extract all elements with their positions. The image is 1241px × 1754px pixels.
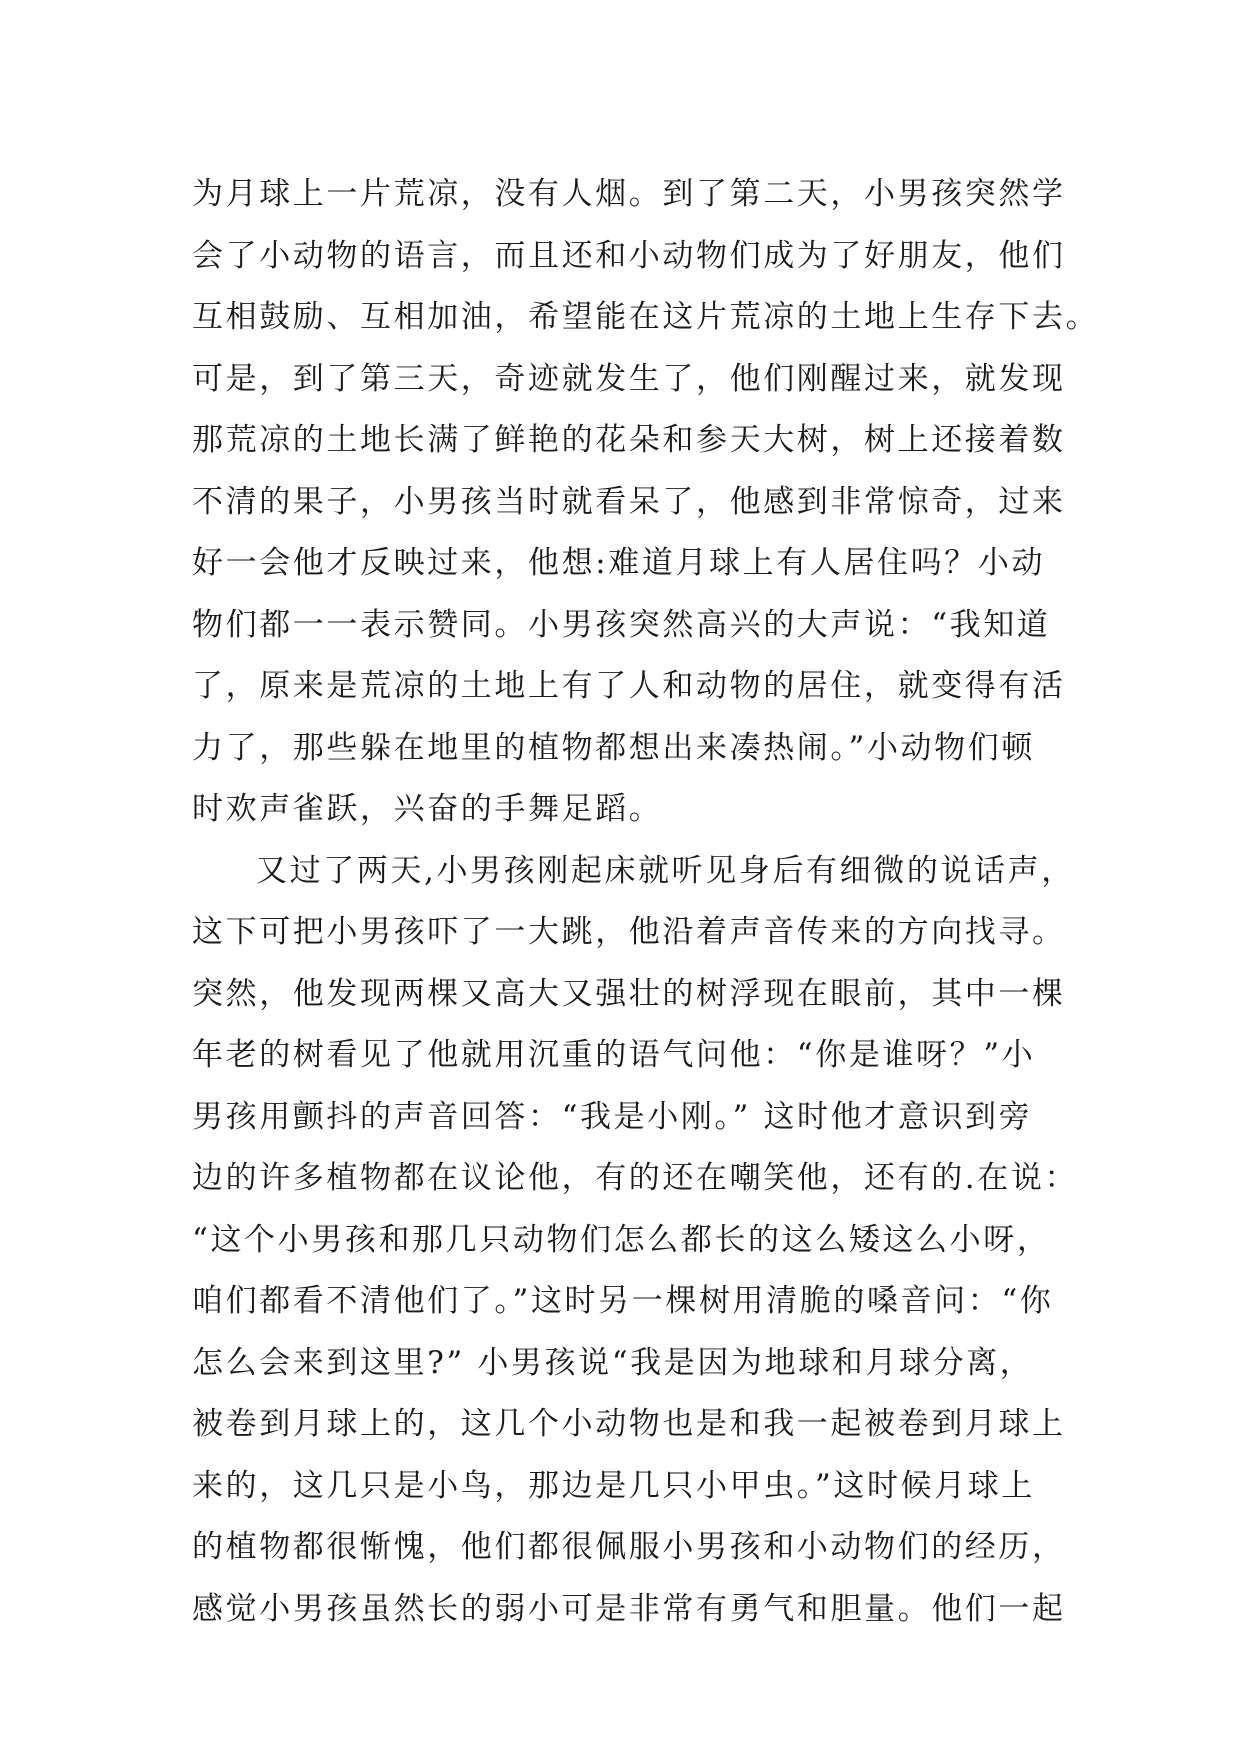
text-line: 互相鼓励、互相加油，希望能在这片荒凉的土地上生存下去。 [192, 299, 1100, 335]
text-line: 为月球上一片荒凉，没有人烟。到了第二天，小男孩突然学 [192, 176, 1066, 212]
text-line: 好一会他才反映过来，他想:难道月球上有人居住吗？小动 [192, 545, 1046, 581]
text-line: 的植物都很惭愧，他们都很佩服小男孩和小动物们的经历， [192, 1529, 1066, 1565]
text-line: 咱们都看不清他们了。”这时另一棵树用清脆的嗓音问：“你 [192, 1283, 1054, 1319]
text-line: 可是，到了第三天，奇迹就发生了，他们刚醒过来，就发现 [192, 360, 1066, 397]
body-text [192, 164, 1100, 1640]
text-line: 时欢声雀跃，兴奋的手舞足蹈。 [192, 791, 663, 827]
text-line: 会了小动物的语言，而且还和小动物们成为了好朋友，他们 [192, 237, 1066, 274]
text-line: 来的，这几只是小鸟，那边是几只小甲虫。”这时候月球上 [192, 1467, 1035, 1504]
text-line: 那荒凉的土地长满了鲜艳的花朵和参天大树，树上还接着数 [192, 422, 1066, 458]
text-line: 了，原来是荒凉的土地上有了人和动物的居住，就变得有活 [192, 668, 1066, 704]
text-line: 怎么会来到这里?” 小男孩说“我是因为地球和月球分离， [192, 1344, 1034, 1381]
text-line: 年老的树看见了他就用沉重的语气问他：“你是谁呀？”小 [192, 1037, 1036, 1073]
text-line: 突然，他发现两棵又高大又强壮的树浮现在眼前，其中一棵 [192, 975, 1066, 1012]
text-line: 感觉小男孩虽然长的弱小可是非常有勇气和胆量。他们一起 [192, 1590, 1066, 1627]
text-line: 物们都一一表示赞同。小男孩突然高兴的大声说：“我知道 [192, 606, 1051, 643]
text-line: 边的许多植物都在议论他，有的还在嘲笑他，还有的.在说： [192, 1160, 1079, 1196]
paragraph-start-line: 又过了两天,小男孩刚起床就听见身后有细微的说话声， [256, 852, 1075, 889]
text-line: 不清的果子，小男孩当时就看呆了，他感到非常惊奇，过来 [192, 483, 1066, 520]
text-line: 力了，那些躲在地里的植物都想出来凑热闹。”小动物们顿 [192, 729, 1035, 766]
text-line: 男孩用颤抖的声音回答：“我是小刚。” 这时他才意识到旁 [192, 1098, 1033, 1135]
text-line: 这下可把小男孩吓了一大跳，他沿着声音传来的方向找寻。 [192, 914, 1066, 950]
text-line: 被卷到月球上的，这几个小动物也是和我一起被卷到月球上 [192, 1406, 1066, 1442]
text-line: “这个小男孩和那几只动物们怎么都长的这么矮这么小呀， [192, 1221, 1051, 1258]
